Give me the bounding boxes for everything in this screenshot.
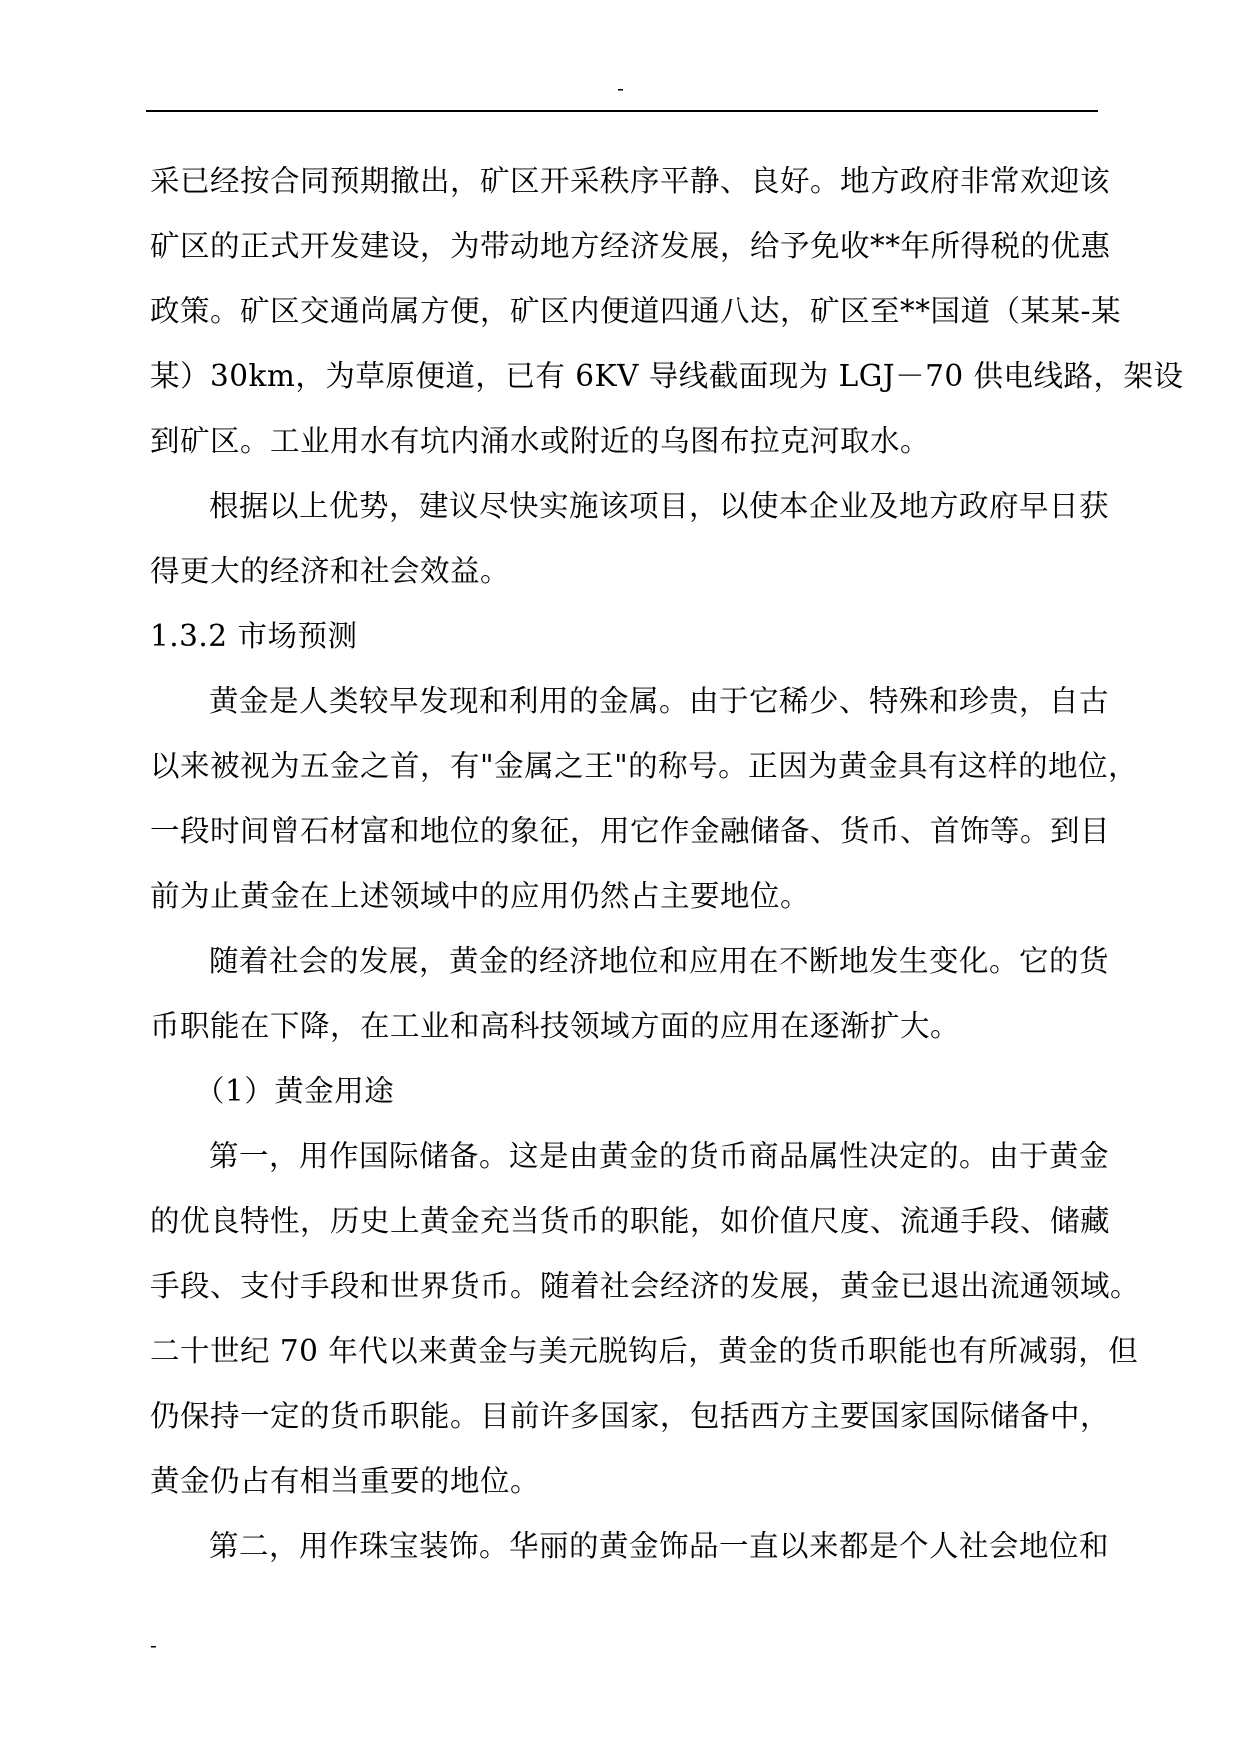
text-line: 一段时间曾石材富和地位的象征，用它作金融储备、货币、首饰等。到目 [150, 814, 1111, 848]
text-line: 根据以上优势，建议尽快实施该项目，以使本企业及地方政府早日获 [209, 489, 1110, 523]
section-heading: 1.3.2 市场预测 [150, 619, 358, 653]
subsection-heading: （1）黄金用途 [195, 1074, 395, 1108]
text-line: 手段、支付手段和世界货币。随着社会经济的发展，黄金已退出流通领域。 [150, 1269, 1141, 1303]
document-body [150, 162, 1184, 1592]
text-line: 到矿区。工业用水有坑内涌水或附近的乌图布拉克河取水。 [150, 424, 931, 458]
text-line: 币职能在下降，在工业和高科技领域方面的应用在逐渐扩大。 [150, 1009, 961, 1043]
header-rule [146, 110, 1098, 112]
text-line: 第二，用作珠宝装饰。华丽的黄金饰品一直以来都是个人社会地位和 [209, 1529, 1110, 1563]
text-line: 随着社会的发展，黄金的经济地位和应用在不断地发生变化。它的货 [209, 944, 1110, 978]
text-line: 某）30km，为草原便道，已有 6KV 导线截面现为 LGJ－70 供电线路，架设 [150, 359, 1184, 393]
text-line: 采已经按合同预期撤出，矿区开采秩序平静、良好。地方政府非常欢迎该 [150, 164, 1111, 198]
text-line: 第一，用作国际储备。这是由黄金的货币商品属性决定的。由于黄金 [209, 1139, 1110, 1173]
text-line: 得更大的经济和社会效益。 [150, 554, 511, 588]
text-line: 政策。矿区交通尚属方便，矿区内便道四通八达，矿区至**国道（某某-某 [150, 294, 1121, 328]
page-footer-mark: - [150, 1633, 157, 1657]
text-line: 矿区的正式开发建设，为带动地方经济发展，给予免收**年所得税的优惠 [150, 229, 1111, 263]
text-line: 以来被视为五金之首，有"金属之王"的称号。正因为黄金具有这样的地位， [150, 749, 1139, 783]
text-line: 黄金是人类较早发现和利用的金属。由于它稀少、特殊和珍贵，自古 [209, 684, 1110, 718]
text-line: 前为止黄金在上述领域中的应用仍然占主要地位。 [150, 879, 811, 913]
text-line: 黄金仍占有相当重要的地位。 [150, 1464, 541, 1498]
page-header-mark: - [617, 76, 624, 100]
text-line: 仍保持一定的货币职能。目前许多国家，包括西方主要国家国际储备中， [150, 1399, 1111, 1433]
text-line: 的优良特性，历史上黄金充当货币的职能，如价值尺度、流通手段、储藏 [150, 1204, 1111, 1238]
text-line: 二十世纪 70 年代以来黄金与美元脱钩后，黄金的货币职能也有所减弱，但 [150, 1334, 1139, 1368]
